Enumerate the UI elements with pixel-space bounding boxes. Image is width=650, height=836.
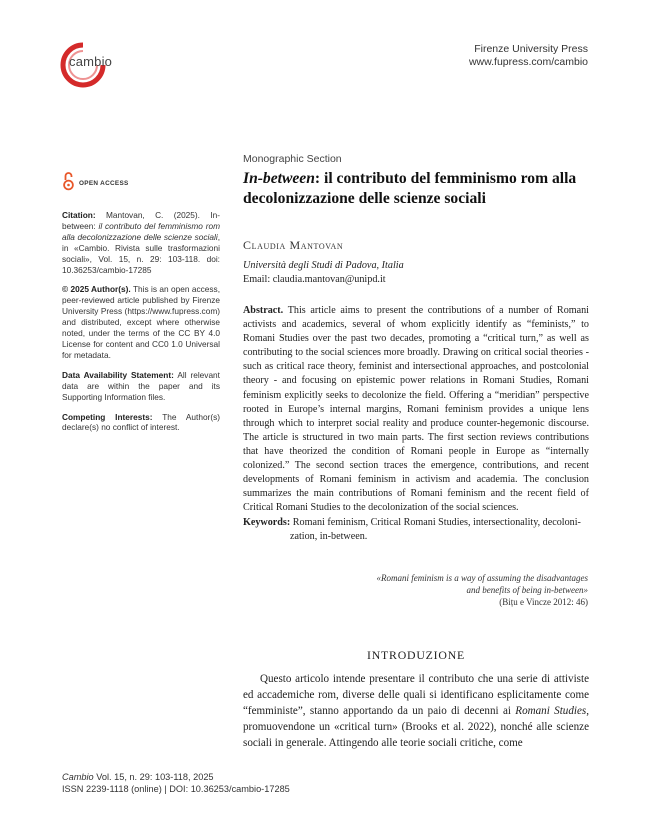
keywords xyxy=(243,516,589,544)
keywords-label: Keywords: xyxy=(243,517,291,528)
title-rest: : il contributo del femminismo rom alla decolonizzazione delle scienze sociali xyxy=(243,170,577,207)
competing-interests-block xyxy=(62,412,220,434)
citation-title: il contributo del femminismo rom alla decolonizzazione delle scienze sociali xyxy=(62,220,220,242)
footer-volume: Vol. 15, n. 29: 103-118, 2025 xyxy=(93,772,214,782)
body-text xyxy=(243,671,589,751)
article-title xyxy=(243,169,603,209)
page-footer xyxy=(62,771,290,796)
section-label: Monographic Section xyxy=(243,153,342,165)
open-access-lock-icon xyxy=(63,171,74,191)
keywords-line2: zation, in-between. xyxy=(290,531,368,543)
author-name: Claudia Mantovan xyxy=(243,238,344,252)
article-info-sidebar xyxy=(62,210,220,442)
copyright-block xyxy=(62,284,220,360)
data-availability-block xyxy=(62,370,220,403)
citation-label: Citation: xyxy=(62,210,96,220)
epigraph xyxy=(308,572,588,608)
epigraph-line2: and benefits of being in-between» xyxy=(466,585,588,595)
open-access-label: OPEN ACCESS xyxy=(79,180,129,187)
author-affiliation-block xyxy=(243,259,404,287)
copyright-label: © 2025 Author(s). xyxy=(62,284,131,295)
epigraph-source: (Bițu e Vincze 2012: 46) xyxy=(499,597,588,607)
publisher-name: Firenze University Press xyxy=(474,43,588,55)
logo-text: cambio xyxy=(69,54,113,69)
abstract-text: This article aims to present the contributions of a number of Romani activists and academics, several of whom explicitly identify as “feminists,” to Romani Studies over the past two decades, promoting a “critical turn,” as well as contributing to the social sciences more broadly. Drawing on critical social theories - such as critical race theory, feminist and intersectional approaches, and postcolonial theory - and focusing on epistemic power relations in Romani Studies, Romani feminism explicitly seeks to decolonize the field. Offering a “meridian” perspective rooted in Europe’s internal margins, Romani feminism provides a unique lens through which to interpret social reality and produce counter-hegemonic discourse. The article is structured in two main parts. The first section reviews contributions that have theorized the condition of Romani people in Europe as “internally colonized.” The second section traces the emergence, contributions, and recent developments of Romani feminism in activism and academia. The conclusion summarizes the main contributions of Romani feminism and the recent field of Critical Romani Studies to the decolonization of the social sciences. xyxy=(243,305,589,514)
competing-interests-label: Competing Interests: xyxy=(62,411,153,422)
abstract-label: Abstract. xyxy=(243,305,284,316)
citation-text-a: Mantovan, C. (2025). In-between: xyxy=(62,210,220,231)
data-availability-text: All relevant data are within the paper and its Supporting Information files. xyxy=(62,369,220,402)
body-text-b: , promuovendone un «critical turn» (Brooks et al. 2022), nonché alle scienze sociali in generale. Attingendo alle teorie sociali critiche, come xyxy=(243,705,589,749)
competing-interests-text: The Author(s) declare(s) no conflict of interest. xyxy=(62,411,220,433)
footer-issn-doi: ISSN 2239-1118 (online) | DOI: 10.36253/cambio-17285 xyxy=(62,784,290,795)
publisher-url[interactable]: www.fupress.com/cambio xyxy=(468,56,588,68)
body-paragraph xyxy=(243,671,589,751)
author-email[interactable]: Email: claudia.mantovan@unipd.it xyxy=(243,274,386,285)
abstract xyxy=(243,304,589,515)
footer-journal: Cambio xyxy=(62,772,94,782)
body-italic: Romani Studies xyxy=(515,705,587,717)
keywords-line1: Romani feminism, Critical Romani Studies, intersectionality, decoloni- xyxy=(292,517,581,528)
citation-block xyxy=(62,210,220,275)
copyright-text: This is an open access, peer-reviewed article published by Firenze University Press (https://www.fupress.com) and distributed, except where otherwise noted, under the terms of the CC BY 4.0 License for content and CC0 1.0 Universal for metadata. xyxy=(62,284,220,360)
title-italic: In-between xyxy=(243,170,315,187)
publisher-info xyxy=(469,43,588,69)
affiliation: Università degli Studi di Padova, Italia xyxy=(243,260,404,271)
body-text-a: Questo articolo intende presentare il contributo che una serie di attiviste ed accademiche rom, diverse delle quali si identificano esplicitamente come “femministe”, stanno apportando da un paio di decenni ai xyxy=(243,673,589,717)
citation-text-b: , in «Cambio. Rivista sulle trasformazioni sociali», Vol. 15, n. 29: 103-118. doi: 10.36253/cambio-17285 xyxy=(62,231,220,275)
section-heading: INTRODUZIONE xyxy=(366,648,466,662)
epigraph-line1: «Romani feminism is a way of assuming the disadvantages xyxy=(376,573,588,583)
data-availability-label: Data Availability Statement: xyxy=(62,369,174,380)
